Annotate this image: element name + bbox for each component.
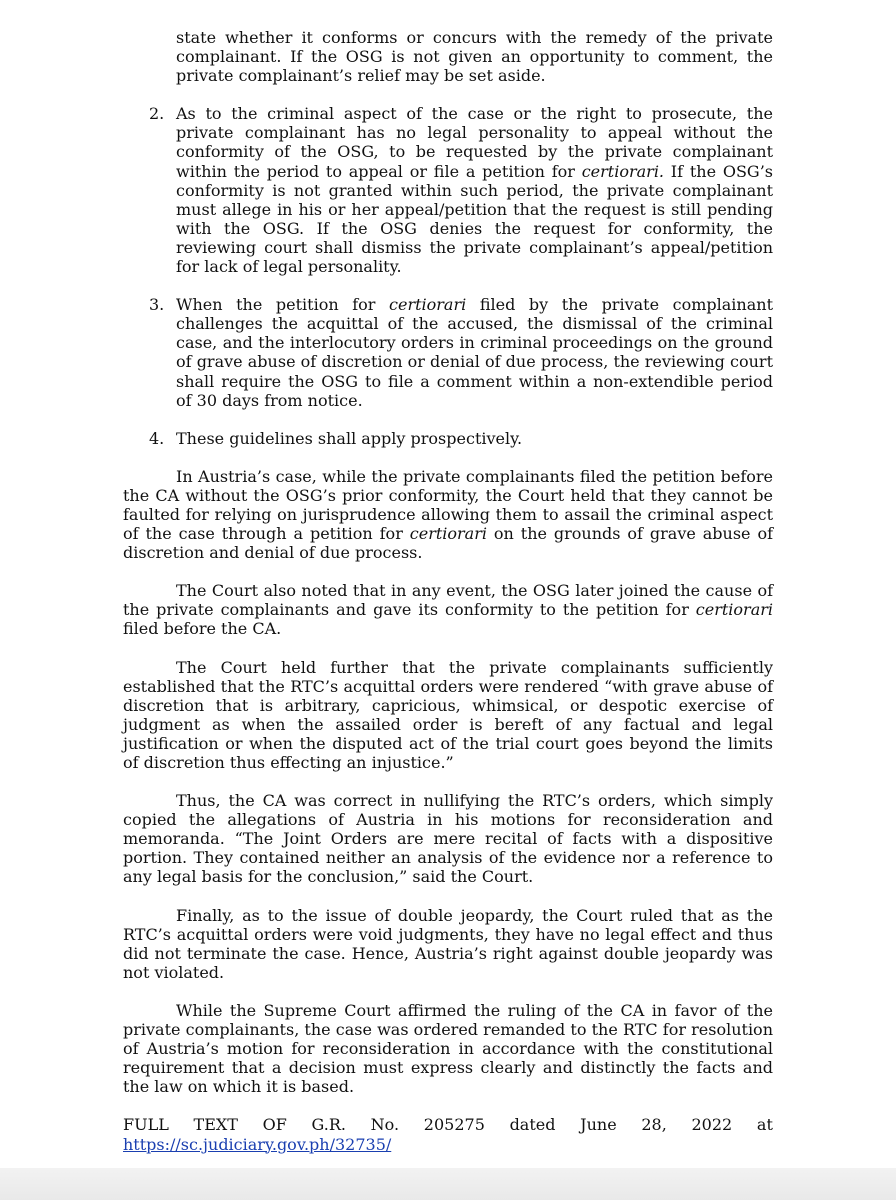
full-text-line: FULL TEXT OF G.R. No. 205275 dated June 28, 2022 at <box>123 1115 773 1135</box>
viewer-bottom-band <box>0 1168 896 1200</box>
guideline-number: 4. <box>149 428 165 448</box>
guideline-text: These guidelines shall apply prospectively. <box>176 428 523 448</box>
body-paragraph: Thus, the CA was correct in nullifying the RTC’s orders, which simply copied the allegations of Austria in his motions for reconsideration and memoranda. “The Joint Orders are mere recital of facts with a dispositive portion. They contained neither an analysis of the evidence nor a reference to any legal basis for the conclusion,” said the Court. <box>123 791 773 887</box>
guideline-text: As to the criminal aspect of the case or the right to prosecute, the private complainant has no legal personality to appeal without the conformity of the OSG, to be requested by the private complainant within the period to appeal or file a petition for certiorari. If the OSG’s conformity is not granted within such period, the private complainant must allege in his or her appeal/petition that the request is still pending with the OSG. If the OSG denies the request for conformity, the reviewing court shall dismiss the private complainant’s appeal/petition for lack of legal personality. <box>176 104 774 277</box>
guideline-item <box>149 295 773 410</box>
guideline-number: 3. <box>149 295 165 315</box>
full-text-reference <box>123 1115 773 1153</box>
document-body <box>123 28 773 1154</box>
full-text-link[interactable]: https://sc.judiciary.gov.ph/32735/ <box>123 1134 392 1154</box>
body-paragraph: While the Supreme Court affirmed the ruling of the CA in favor of the private complainants, the case was ordered remanded to the RTC for resolution of Austria’s motion for reconsideration in accordance with the constitutional requirement that a decision must express clearly and distinctly the facts and the law on which it is based. <box>123 1000 773 1097</box>
guidelines-list <box>123 104 773 448</box>
guideline-number: 2. <box>149 104 165 124</box>
body-paragraph: Finally, as to the issue of double jeopardy, the Court ruled that as the RTC’s acquittal orders were void judgments, they have no legal effect and thus did not terminate the case. Hence, Austria’s right against double jeopardy was not violated. <box>123 905 773 982</box>
body-paragraph: The Court also noted that in any event, the OSG later joined the cause of the private complainants and gave its conformity to the petition for certiorari filed before the CA. <box>123 581 773 639</box>
guideline-item <box>149 428 773 448</box>
guideline-text: When the petition for certiorari filed by the private complainant challenges the acquittal of the accused, the dismissal of the criminal case, and the interlocutory orders in criminal proceedings on the ground of grave abuse of discretion or denial of due process, the reviewing court shall require the OSG to file a comment within a non-extendible period of 30 days from notice. <box>176 295 773 410</box>
body-paragraph: The Court held further that the private complainants sufficiently established that the RTC’s acquittal orders were rendered “with grave abuse of discretion that is arbitrary, capricious, whimsical, or despotic exercise of judgment as when the assailed order is bereft of any factual and legal justification or when the disputed act of the trial court goes beyond the limits of discretion thus effecting an injustice.” <box>123 657 773 772</box>
guideline-item <box>149 104 774 277</box>
continued-paragraph: state whether it conforms or concurs with the remedy of the private complainant. If the OSG is not given an opportunity to comment, the private complainant’s relief may be set aside. <box>176 28 773 86</box>
body-paragraph: In Austria’s case, while the private complainants filed the petition before the CA without the OSG’s prior conformity, the Court held that they cannot be faulted for relying on jurisprudence allowing them to assail the criminal aspect of the case through a petition for certiorari on the grounds of grave abuse of discretion and denial of due process. <box>123 466 774 563</box>
